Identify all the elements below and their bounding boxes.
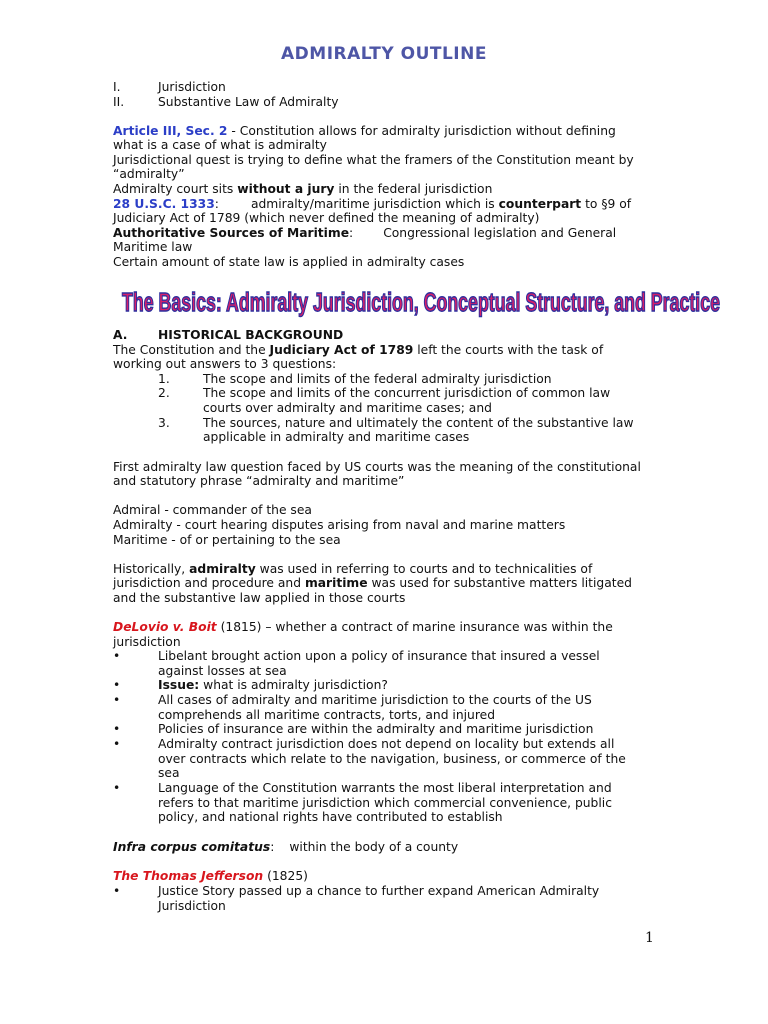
- toc-item-1: [113, 80, 226, 95]
- jefferson-year: (1825): [263, 869, 308, 883]
- jury-post: in the federal jurisdiction: [334, 182, 493, 196]
- delovio-bullet-5-cont: sea: [158, 766, 180, 780]
- jury-pre: Admiralty court sits: [113, 182, 238, 196]
- bullet-text: Admiralty contract jurisdiction does not depend on locality but extends all: [158, 737, 615, 751]
- auth-cont: Maritime law: [113, 240, 193, 254]
- question-3-text: The sources, nature and ultimately the content of the substantive law: [203, 416, 634, 430]
- jury-line: [113, 182, 492, 197]
- usc-cont: Judiciary Act of 1789 (which never defined the meaning of admiralty): [113, 211, 540, 225]
- jefferson-case: The Thomas Jefferson: [113, 869, 264, 883]
- bullet-text: Language of the Constitution warrants the most liberal interpretation and: [158, 781, 612, 795]
- art3-text: - Constitution allows for admiralty jurisdiction without defining: [227, 124, 616, 138]
- bullet-icon: •: [113, 693, 121, 707]
- bullet-icon: •: [113, 884, 121, 898]
- usc-text: admiralty/maritime jurisdiction which is: [250, 197, 499, 211]
- bullet-icon: •: [113, 737, 121, 751]
- art3-cite: Article III, Sec. 2: [113, 124, 228, 138]
- def-admiralty: Admiralty - court hearing disputes arising from naval and marine matters: [113, 518, 566, 532]
- hist-bold-1: admiralty: [189, 562, 256, 576]
- jefferson-bullet-1-cont: Jurisdiction: [158, 899, 226, 913]
- usc-colon: :: [214, 197, 219, 211]
- usc-line: [113, 197, 631, 212]
- question-2-text-cont: courts over admiralty and maritime cases; and: [203, 401, 492, 415]
- delovio-bullet-1-cont: against losses at sea: [158, 664, 287, 678]
- question-2-text: The scope and limits of the concurrent jurisdiction of common law: [203, 386, 611, 400]
- hist-2b: was used for substantive matters litigated: [367, 576, 632, 590]
- bullet-icon: •: [113, 781, 121, 795]
- delovio-desc-cont: jurisdiction: [113, 635, 181, 649]
- bullet-text: All cases of admiralty and maritime jurisdiction to the courts of the US: [158, 693, 592, 707]
- section-a-title: HISTORICAL BACKGROUND: [158, 328, 344, 342]
- infra-colon: :: [270, 840, 275, 854]
- auth-text: Congressional legislation and General: [383, 226, 617, 240]
- bullet-text: [158, 678, 388, 693]
- toc-item-2: [113, 95, 339, 110]
- page-number: 1: [645, 930, 654, 946]
- toc-num: I.: [113, 80, 121, 94]
- delovio-desc: (1815) – whether a contract of marine insurance was within the: [216, 620, 613, 634]
- document-title: ADMIRALTY OUTLINE: [281, 44, 487, 64]
- bullet-text: Policies of insurance are within the admiralty and maritime jurisdiction: [158, 722, 594, 736]
- usc-cite: 28 U.S.C. 1333: [113, 197, 215, 211]
- issue-text: what is admiralty jurisdiction?: [199, 678, 388, 692]
- infra-line: [113, 840, 458, 855]
- toc-num: II.: [113, 95, 125, 109]
- art3-line: [113, 124, 616, 139]
- delovio-case: DeLovio v. Boit: [113, 620, 217, 634]
- usc-post: to §9 of: [581, 197, 632, 211]
- question-3-num: 3.: [158, 416, 170, 430]
- def-maritime: Maritime - of or pertaining to the sea: [113, 533, 341, 547]
- jefferson-line: [113, 869, 308, 884]
- hist-bold-2: maritime: [304, 576, 368, 590]
- section-a-p1: [113, 343, 603, 358]
- section-a-heading: [113, 328, 343, 343]
- quest-line-2: “admiralty”: [113, 167, 185, 181]
- first-question-line-2: and statutory phrase “admiralty and maritime”: [113, 474, 405, 488]
- section-a-label: A.: [113, 328, 128, 342]
- toc-text: Substantive Law of Admiralty: [158, 95, 339, 109]
- delovio-bullet-5-cont: over contracts which relate to the navigation, business, or commerce of the: [158, 752, 626, 766]
- issue-label: Issue:: [158, 678, 200, 692]
- p1-post: left the courts with the task of: [413, 343, 604, 357]
- delovio-bullet-6-cont: policy, and national rights have contributed to establish: [158, 810, 503, 824]
- usc-bold: counterpart: [498, 197, 582, 211]
- hist-line-2: [113, 576, 632, 591]
- wordart-banner: [120, 286, 722, 320]
- quest-line-1: Jurisdictional quest is trying to define what the framers of the Constitution meant by: [113, 153, 634, 167]
- question-1-num: 1.: [158, 372, 170, 386]
- question-3-text-cont: applicable in admiralty and maritime cases: [203, 430, 470, 444]
- delovio-bullet-3-cont: comprehends all maritime contracts, torts, and injured: [158, 708, 496, 722]
- hist-mid: was used in referring to courts and to technicalities of: [255, 562, 593, 576]
- hist-pre: Historically,: [113, 562, 190, 576]
- infra-meaning: within the body of a county: [289, 840, 459, 854]
- auth-line: [113, 226, 616, 241]
- question-1-text: The scope and limits of the federal admiralty jurisdiction: [203, 372, 552, 386]
- section-a-p1-cont: working out answers to 3 questions:: [113, 357, 337, 371]
- toc-text: Jurisdiction: [158, 80, 226, 94]
- bullet-text: Justice Story passed up a chance to further expand American Admiralty: [158, 884, 600, 898]
- banner-text: The Basics: Admiralty Jurisdiction, Conceptual Structure, and Practice: [122, 287, 721, 317]
- p1-bold: Judiciary Act of 1789: [269, 343, 414, 357]
- bullet-text: Libelant brought action upon a policy of insurance that insured a vessel: [158, 649, 600, 663]
- bullet-icon: •: [113, 678, 121, 692]
- bullet-icon: •: [113, 722, 121, 736]
- art3-cont: what is a case of what is admiralty: [113, 138, 327, 152]
- infra-term: Infra corpus comitatus: [113, 840, 271, 854]
- bullet-icon: •: [113, 649, 121, 663]
- state-law-line: Certain amount of state law is applied in admiralty cases: [113, 255, 465, 269]
- hist-line-1: [113, 562, 592, 577]
- p1-pre: The Constitution and the: [113, 343, 270, 357]
- first-question-line-1: First admiralty law question faced by US courts was the meaning of the constitutional: [113, 460, 641, 474]
- hist-2a: jurisdiction and procedure and: [113, 576, 305, 590]
- def-admiral: Admiral - commander of the sea: [113, 503, 312, 517]
- hist-line-3: and the substantive law applied in those courts: [113, 591, 406, 605]
- jury-bold: without a jury: [237, 182, 335, 196]
- auth-colon: :: [349, 226, 354, 240]
- delovio-line: [113, 620, 613, 635]
- question-2-num: 2.: [158, 386, 170, 400]
- delovio-bullet-6-cont: refers to that maritime jurisdiction which commercial convenience, public: [158, 796, 612, 810]
- auth-bold: Authoritative Sources of Maritime: [113, 226, 350, 240]
